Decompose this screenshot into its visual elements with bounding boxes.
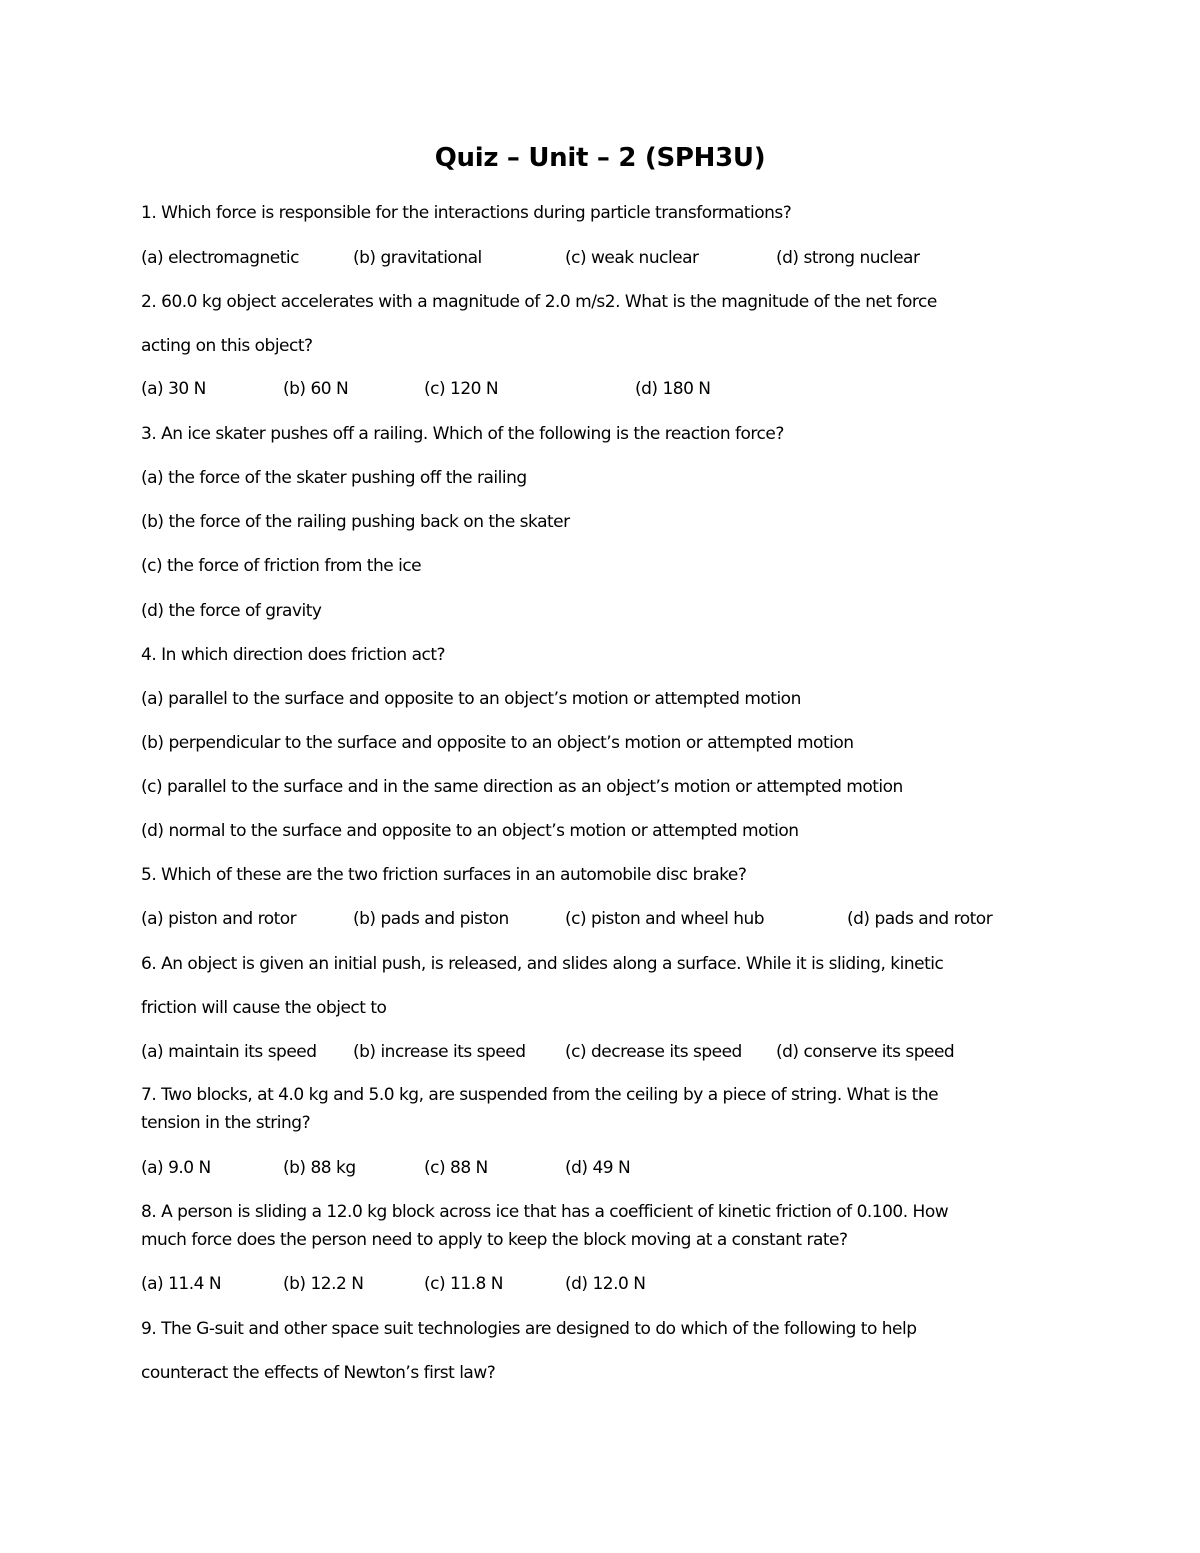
question-9-text-line-2: counteract the effects of Newton’s first law? — [141, 1363, 496, 1383]
question-1-option-c: (c) weak nuclear — [565, 248, 699, 268]
question-5-option-d: (d) pads and rotor — [847, 909, 993, 929]
question-1-text: 1. Which force is responsible for the interactions during particle transformations? — [141, 203, 792, 223]
question-6-option-b: (b) increase its speed — [353, 1042, 526, 1062]
question-2-option-b: (b) 60 N — [283, 379, 349, 399]
question-3-text: 3. An ice skater pushes off a railing. Which of the following is the reaction force? — [141, 424, 784, 444]
question-4-option-a: (a) parallel to the surface and opposite to an object’s motion or attempted motion — [141, 689, 801, 709]
question-3-option-c: (c) the force of friction from the ice — [141, 556, 422, 576]
question-8-text-line-2: much force does the person need to apply to keep the block moving at a constant rate? — [141, 1230, 848, 1250]
question-2-text-line-2: acting on this object? — [141, 336, 313, 356]
question-5-text: 5. Which of these are the two friction surfaces in an automobile disc brake? — [141, 865, 747, 885]
question-7-option-c: (c) 88 N — [424, 1158, 488, 1178]
question-1-option-d: (d) strong nuclear — [776, 248, 920, 268]
question-3-option-d: (d) the force of gravity — [141, 601, 322, 621]
question-8-text-line-1: 8. A person is sliding a 12.0 kg block across ice that has a coefficient of kinetic friction of 0.100. How — [141, 1202, 949, 1222]
question-7-option-b: (b) 88 kg — [283, 1158, 356, 1178]
question-8-option-a: (a) 11.4 N — [141, 1274, 222, 1294]
question-6-option-d: (d) conserve its speed — [776, 1042, 955, 1062]
question-5-option-c: (c) piston and wheel hub — [565, 909, 765, 929]
question-4-text: 4. In which direction does friction act? — [141, 645, 446, 665]
question-5-option-a: (a) piston and rotor — [141, 909, 297, 929]
question-6-text-line-1: 6. An object is given an initial push, is released, and slides along a surface. While it is sliding, kinetic — [141, 954, 944, 974]
question-3-option-a: (a) the force of the skater pushing off the railing — [141, 468, 527, 488]
question-6-option-c: (c) decrease its speed — [565, 1042, 742, 1062]
question-5-option-b: (b) pads and piston — [353, 909, 509, 929]
question-2-option-d: (d) 180 N — [635, 379, 711, 399]
question-8-option-b: (b) 12.2 N — [283, 1274, 364, 1294]
question-1-option-a: (a) electromagnetic — [141, 248, 299, 268]
question-1-option-b: (b) gravitational — [353, 248, 482, 268]
question-6-option-a: (a) maintain its speed — [141, 1042, 317, 1062]
question-7-text-line-2: tension in the string? — [141, 1113, 311, 1133]
question-4-option-b: (b) perpendicular to the surface and opposite to an object’s motion or attempted motion — [141, 733, 854, 753]
page-title: Quiz – Unit – 2 (SPH3U) — [434, 143, 766, 173]
question-8-option-c: (c) 11.8 N — [424, 1274, 503, 1294]
question-4-option-d: (d) normal to the surface and opposite to an object’s motion or attempted motion — [141, 821, 799, 841]
question-8-option-d: (d) 12.0 N — [565, 1274, 646, 1294]
question-7-option-a: (a) 9.0 N — [141, 1158, 211, 1178]
question-3-option-b: (b) the force of the railing pushing back on the skater — [141, 512, 570, 532]
question-2-option-c: (c) 120 N — [424, 379, 499, 399]
question-7-option-d: (d) 49 N — [565, 1158, 631, 1178]
question-2-text-line-1: 2. 60.0 kg object accelerates with a magnitude of 2.0 m/s2. What is the magnitude of the net force — [141, 292, 937, 312]
question-4-option-c: (c) parallel to the surface and in the same direction as an object’s motion or attempted motion — [141, 777, 903, 797]
question-9-text-line-1: 9. The G-suit and other space suit technologies are designed to do which of the following to help — [141, 1319, 917, 1339]
question-7-text-line-1: 7. Two blocks, at 4.0 kg and 5.0 kg, are suspended from the ceiling by a piece of string. What is the — [141, 1085, 939, 1105]
question-6-text-line-2: friction will cause the object to — [141, 998, 387, 1018]
question-2-option-a: (a) 30 N — [141, 379, 206, 399]
